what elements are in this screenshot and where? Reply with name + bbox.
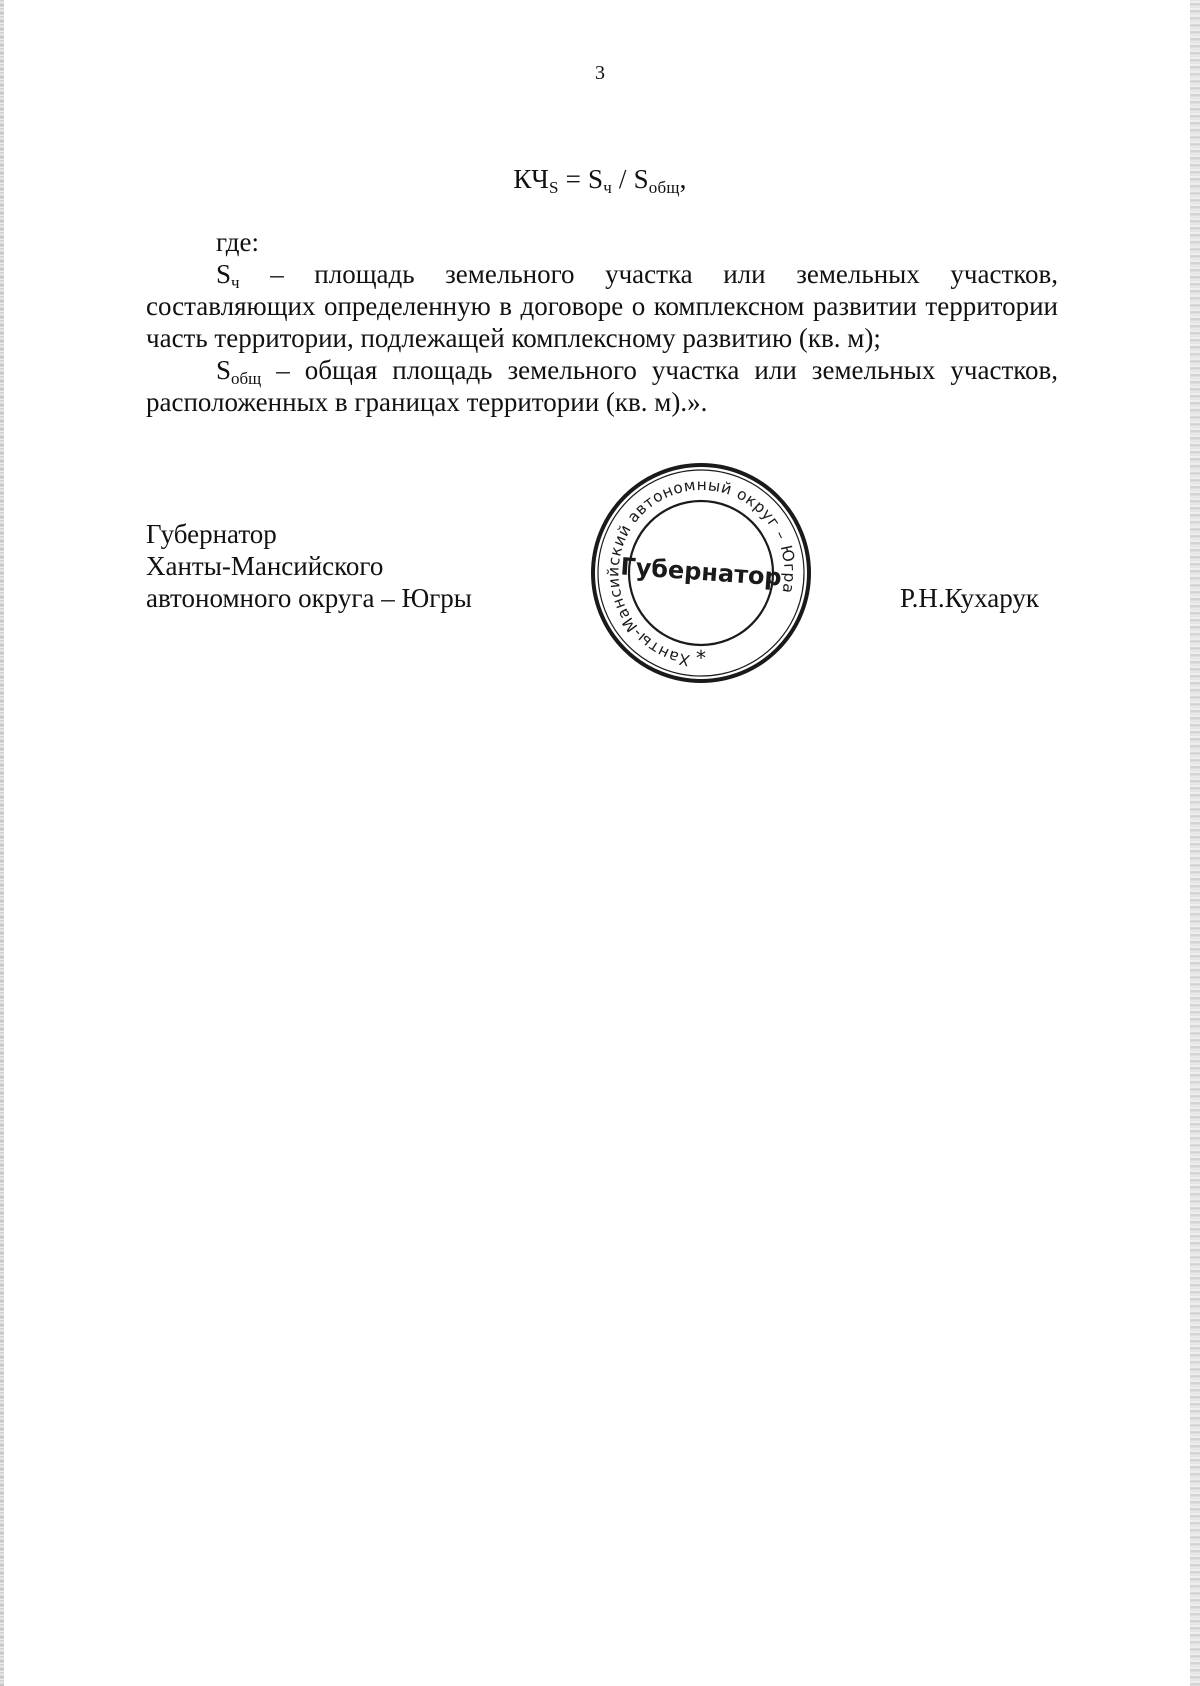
signatory-position-line-2: Ханты-Мансийского <box>146 551 384 581</box>
signatory-name: Р.Н.Кухарук <box>900 583 1040 613</box>
official-seal-graphic <box>586 458 816 688</box>
definition-s-ch-subscript: ч <box>231 273 240 292</box>
official-seal <box>586 458 816 688</box>
formula-trailing: , <box>679 164 687 194</box>
formula-term2-subscript: общ <box>648 178 680 197</box>
definition-s-obshch-subscript: общ <box>231 369 262 388</box>
formula-term2: S <box>633 164 649 194</box>
formula-term1-subscript: ч <box>603 178 612 197</box>
formula-divide: / <box>611 164 634 194</box>
signatory-position-line-1: Губернатор <box>146 519 277 549</box>
definition-s-ch-symbol: S <box>216 259 232 289</box>
seal-ring-text: Ханты-Мансийский автономный округ – Югра <box>604 475 799 670</box>
where-label: где: <box>216 227 259 257</box>
page-number: 3 <box>595 62 605 84</box>
definition-s-obshch-text: – общая площадь земельного участка или земельных участков, расположенных в границах территории (кв. м).». <box>146 355 1058 417</box>
definition-s-ch-text: – площадь земельного участка или земельных участков, составляющих определенную в договоре о комплексном развитии территории часть территории, подлежащей комплексному развитию (кв. м); <box>146 259 1058 353</box>
signatory-position <box>146 518 472 614</box>
definitions-block <box>146 226 1058 418</box>
formula-term1: S <box>588 164 604 194</box>
formula <box>0 164 1200 198</box>
signatory-position-line-3: автономного округа – Югры <box>146 583 472 613</box>
scan-edge-left <box>0 0 4 1686</box>
definition-s-obshch <box>146 354 1058 418</box>
definition-s-ch <box>146 258 1058 354</box>
seal-center-text: Губернатор <box>619 552 783 592</box>
formula-equals: = <box>558 164 588 194</box>
definition-s-obshch-symbol: S <box>216 355 232 385</box>
seal-star: * <box>696 646 706 670</box>
formula-lhs-subscript: S <box>549 178 559 197</box>
scan-edge-right <box>1190 0 1200 1686</box>
formula-lhs: КЧ <box>513 164 550 194</box>
